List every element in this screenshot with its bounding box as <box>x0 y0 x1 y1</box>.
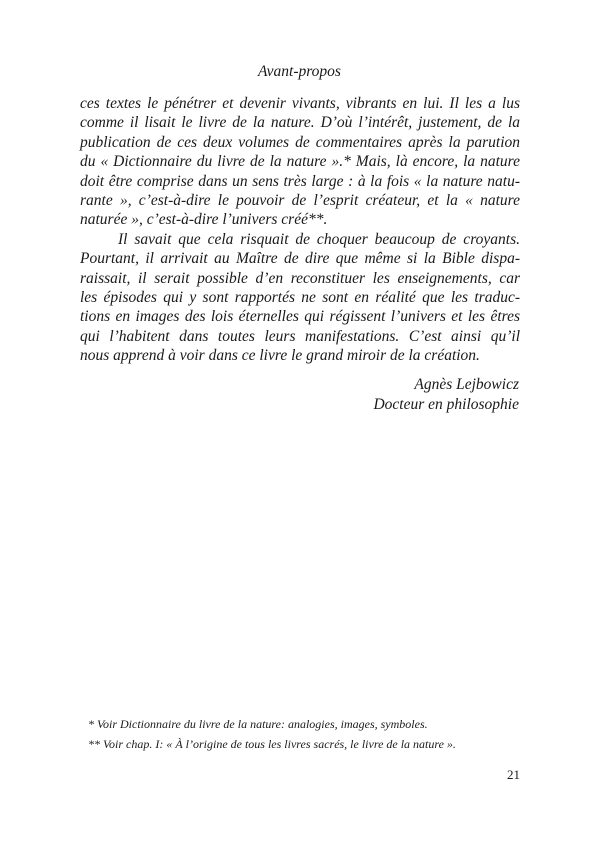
footnote: ** Voir chap. I: « À l’origine de tous les livres sacrés, le livre de la nature ». <box>88 737 456 751</box>
text-line: publication de ces deux volumes de commentaires après la parution <box>80 133 520 151</box>
text-line: Il savait que cela risquait de choquer beaucoup de croyants. <box>118 230 520 248</box>
author-title: Docteur en philosophie <box>373 396 519 413</box>
running-head: Avant-propos <box>258 63 341 80</box>
page-number: 21 <box>507 767 520 782</box>
signature-block <box>373 375 519 415</box>
text-line: qui l’habitent dans toutes leurs manifestations. C’est ainsi qu’il <box>80 327 520 345</box>
text-line: comme il lisait le livre de la nature. D’où l’intérêt, justement, de la <box>80 114 520 132</box>
text-line: nous apprend à voir dans ce livre le grand miroir de la création. <box>80 347 480 365</box>
author-name: Agnès Lejbowicz <box>414 376 519 393</box>
text-line: tions en images des lois éternelles qui régissent l’univers et les êtres <box>80 308 520 326</box>
text-line: doit être comprise dans un sens très large : à la fois « la nature natu- <box>80 172 520 190</box>
text-line: du « Dictionnaire du livre de la nature ».* Mais, là encore, la nature <box>80 153 520 171</box>
text-line: raissait, il serait possible d’en reconstituer les enseignements, car <box>80 269 520 287</box>
text-line: naturée », c’est-à-dire l’univers créé**. <box>80 211 328 229</box>
footnotes <box>88 714 528 754</box>
text-line: les épisodes qui y sont rapportés ne sont en réalité que les traduc- <box>80 289 520 307</box>
text-line: rante », c’est-à-dire le pouvoir de l’esprit créateur, et la « nature <box>80 192 520 210</box>
text-line: Pourtant, il arrivait au Maître de dire que même si la Bible dispa- <box>80 250 520 268</box>
footnote: * Voir Dictionnaire du livre de la nature: analogies, images, symboles. <box>88 717 428 731</box>
text-line: ces textes le pénétrer et devenir vivants, vibrants en lui. Il les a lus <box>80 95 520 112</box>
body-text <box>80 94 520 366</box>
